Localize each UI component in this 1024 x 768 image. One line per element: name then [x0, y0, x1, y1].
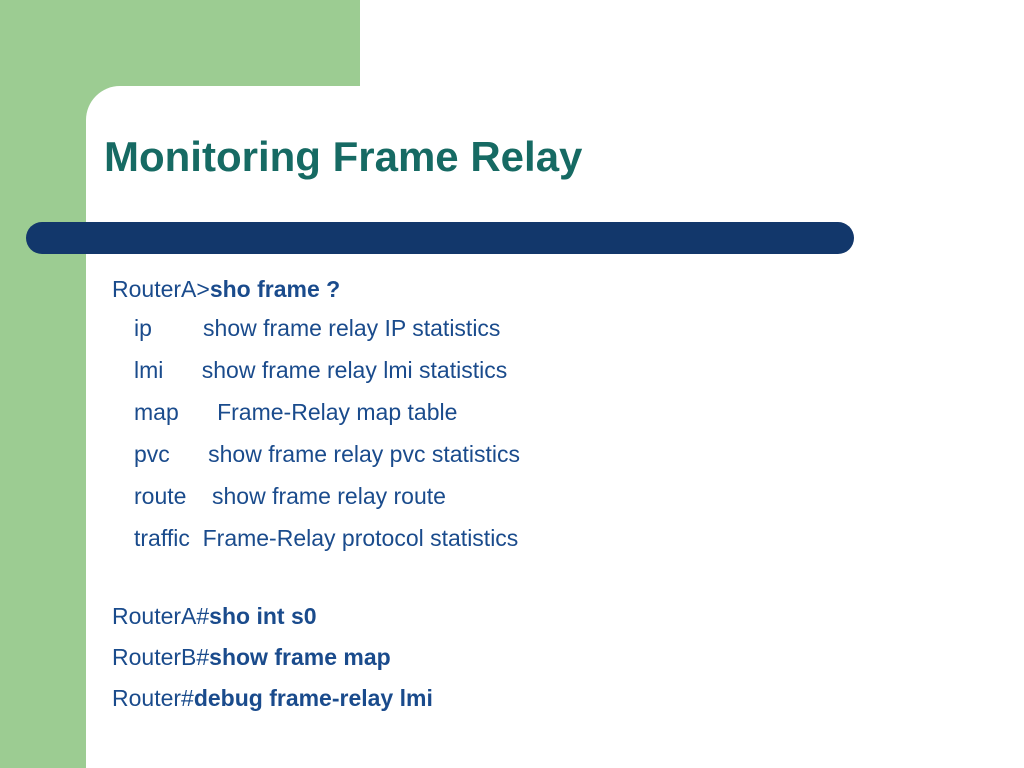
option-description: Frame-Relay map table — [217, 399, 458, 425]
command-prompt: RouterB# — [112, 644, 210, 670]
help-options-list — [112, 317, 972, 550]
option-description: show frame relay IP statistics — [203, 315, 501, 341]
list-item — [134, 401, 972, 424]
list-item — [134, 443, 972, 466]
list-item — [134, 359, 972, 382]
slide-body — [112, 278, 972, 728]
option-key: lmi — [134, 357, 164, 383]
list-item — [134, 527, 972, 550]
option-spacer — [152, 315, 203, 341]
navy-divider-bar — [26, 222, 854, 254]
list-item — [134, 317, 972, 340]
page-title: Monitoring Frame Relay — [104, 133, 583, 180]
option-key: pvc — [134, 441, 170, 467]
option-key: traffic — [134, 525, 190, 551]
command-text: show frame map — [209, 644, 391, 670]
option-key: map — [134, 399, 179, 425]
option-spacer — [170, 441, 208, 467]
command-prompt: RouterA> — [112, 276, 210, 302]
command-prompt: RouterA# — [112, 603, 210, 629]
option-spacer — [163, 357, 201, 383]
command-text: sho frame ? — [209, 276, 341, 302]
command-text: sho int s0 — [209, 603, 317, 629]
command-line-first — [112, 278, 972, 301]
option-spacer — [179, 399, 217, 425]
option-spacer — [190, 525, 203, 551]
option-description: show frame relay pvc statistics — [208, 441, 521, 467]
command-line-tail — [112, 605, 972, 628]
option-description: Frame-Relay protocol statistics — [202, 525, 519, 551]
body-spacer — [112, 569, 972, 605]
option-key: ip — [134, 315, 152, 341]
command-prompt: Router# — [112, 685, 194, 711]
option-key: route — [134, 483, 187, 509]
list-item — [134, 485, 972, 508]
option-description: show frame relay lmi statistics — [201, 357, 508, 383]
command-line-tail — [112, 646, 972, 669]
option-description: show frame relay route — [212, 483, 446, 509]
command-text: debug frame-relay lmi — [193, 685, 433, 711]
command-line-tail — [112, 687, 972, 710]
option-spacer — [186, 483, 212, 509]
